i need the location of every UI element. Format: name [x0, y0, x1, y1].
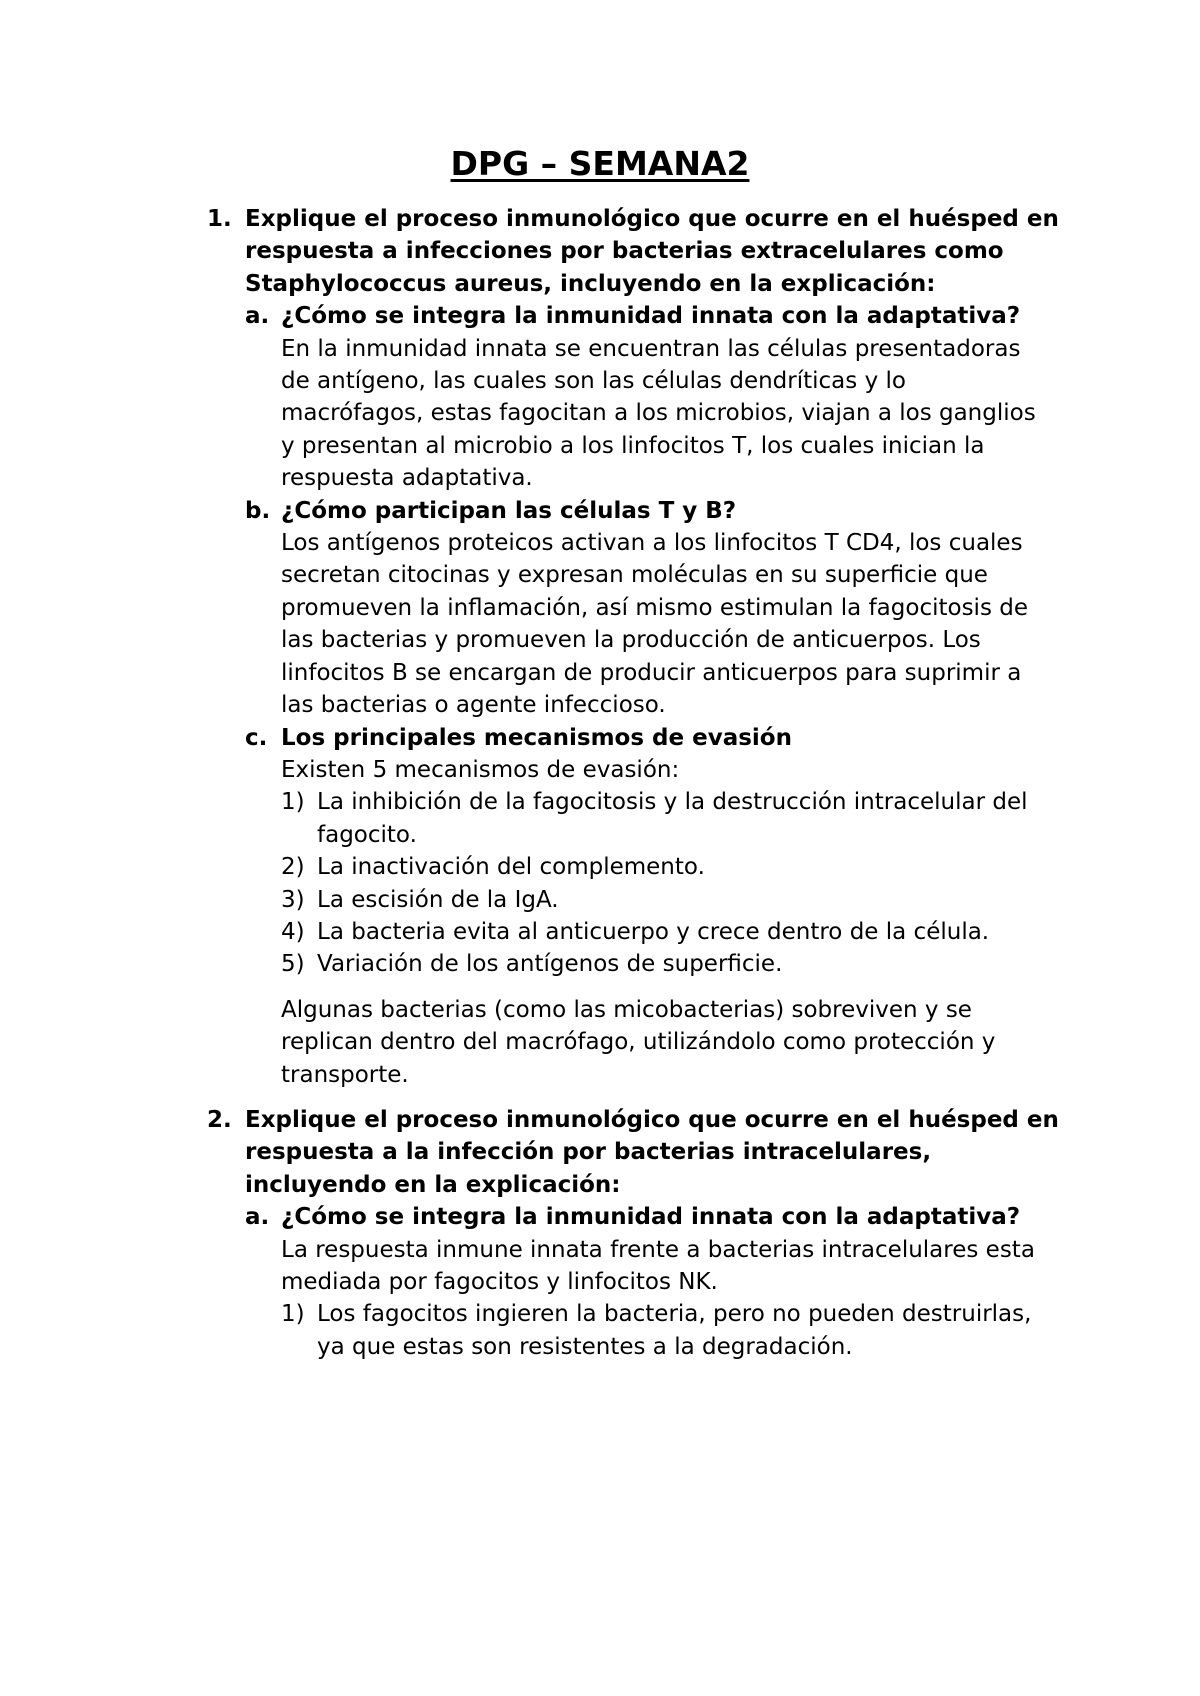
page-title: DPG – SEMANA2: [450, 144, 750, 183]
list-item-number: 1): [281, 789, 305, 816]
list-item-number: 1): [281, 1301, 305, 1328]
question-1a-text: ¿Cómo se integra la inmunidad innata con la adaptativa?: [281, 303, 1021, 330]
question-2-text: Explique el proceso inmunológico que ocurre en el huésped en respuesta a la infección por bacterias intracelulares, incluyendo en la explicación:: [245, 1106, 1059, 1198]
list-item: [0, 1298, 1062, 1363]
list-item: [0, 786, 1062, 851]
list-item-number: 3): [281, 886, 305, 913]
document-body: [0, 203, 1200, 1363]
list-item: [0, 851, 1062, 883]
question-2: [0, 1104, 1065, 1201]
question-1-text: Explique el proceso inmunológico que ocurre en el huésped en respuesta a infecciones por bacterias extracelulares como Staphylococcus aureus, incluyendo en la explicación:: [245, 206, 1059, 297]
question-2a-letter: a.: [245, 1204, 270, 1231]
question-1b: [0, 495, 1041, 527]
question-2-number: 2.: [207, 1106, 232, 1133]
question-1a: [0, 300, 1041, 332]
question-2a: [0, 1201, 1041, 1233]
list-item-text: Variación de los antígenos de superficie.: [317, 951, 783, 978]
question-1c: [0, 722, 1041, 754]
spacer: [0, 1091, 1200, 1104]
answer-1b: Los antígenos proteicos activan a los linfocitos T CD4, los cuales secretan citocinas y expresan moléculas en su superficie que promueven la inflamación, así mismo estimulan la fagocitosis de las bacterias y promueven la producción de anticuerpos. Los linfocitos B se encargan de producir anticuerpos para suprimir a las bacterias o agente infeccioso.: [281, 530, 1028, 719]
list-item-text: La bacteria evita al anticuerpo y crece dentro de la célula.: [317, 918, 990, 945]
question-1b-letter: b.: [245, 497, 271, 524]
list-item-text: La inactivación del complemento.: [317, 854, 705, 881]
list-item-number: 4): [281, 918, 305, 945]
list-item: [0, 916, 1062, 948]
question-1-number: 1.: [207, 206, 232, 232]
question-1: [0, 203, 1065, 300]
list-item-text: Los fagocitos ingieren la bacteria, pero no pueden destruirlas, ya que estas son resistentes a la degradación.: [317, 1301, 1032, 1360]
question-1c-text: Los principales mecanismos de evasión: [281, 724, 792, 751]
answer-1c-closing: Algunas bacterias (como las micobacterias) sobreviven y se replican dentro del macrófago, utilizándolo como protección y transporte.: [281, 996, 996, 1088]
question-2a-text: ¿Cómo se integra la inmunidad innata con la adaptativa?: [281, 1204, 1021, 1231]
list-item-text: La inhibición de la fagocitosis y la destrucción intracelular del fagocito.: [317, 789, 1028, 848]
list-item: [0, 884, 1062, 916]
spacer: [0, 981, 1200, 994]
question-1a-letter: a.: [245, 303, 270, 330]
list-item-number: 5): [281, 951, 305, 978]
answer-2a: La respuesta inmune innata frente a bacterias intracelulares esta mediada por fagocitos y linfocitos NK.: [281, 1236, 1035, 1295]
question-1b-text: ¿Cómo participan las células T y B?: [281, 497, 737, 524]
list-item-text: La escisión de la IgA.: [317, 886, 559, 913]
list-item: [0, 948, 1062, 980]
list-item-number: 2): [281, 854, 305, 881]
answer-1c-intro: Existen 5 mecanismos de evasión:: [281, 756, 680, 783]
answer-1a: En la inmunidad innata se encuentran las células presentadoras de antígeno, las cuales son las células dendríticas y lo macrófagos, estas fagocitan a los microbios, viajan a los ganglios y presentan al microbio a los linfocitos T, los cuales inician la respuesta adaptativa.: [281, 335, 1036, 492]
question-1c-letter: c.: [245, 724, 268, 751]
